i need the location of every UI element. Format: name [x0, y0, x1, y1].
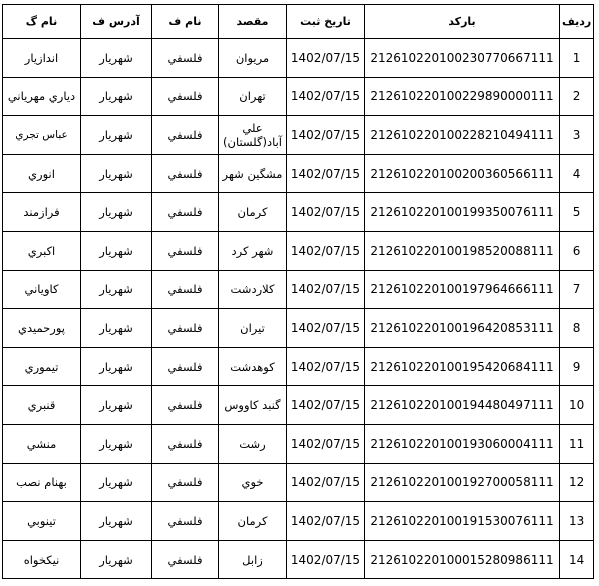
header-destination: مقصد [219, 5, 287, 39]
cell-sender-name: فلسفي [152, 347, 219, 386]
cell-sender-address: شهريار [81, 231, 152, 270]
cell-sender-name: فلسفي [152, 39, 219, 78]
table-row [3, 39, 594, 78]
header-sender-name: نام ف [152, 5, 219, 39]
table-row [3, 347, 594, 386]
cell-barcode: 212610220100196420853111 [365, 309, 560, 348]
cell-destination: رشت [219, 424, 287, 463]
cell-receiver-name: تينوبي [3, 502, 81, 541]
cell-sender-name: فلسفي [152, 540, 219, 579]
table-row [3, 463, 594, 502]
cell-barcode: 212610220100229890000111 [365, 77, 560, 116]
header-sender-address: آدرس ف [81, 5, 152, 39]
cell-registration-date: 1402/07/15 [287, 116, 365, 155]
cell-sender-address: شهريار [81, 77, 152, 116]
cell-sender-name: فلسفي [152, 193, 219, 232]
cell-receiver-name: دياري مهرياني [3, 77, 81, 116]
cell-sender-name: فلسفي [152, 386, 219, 425]
cell-destination: كرمان [219, 502, 287, 541]
cell-registration-date: 1402/07/15 [287, 193, 365, 232]
cell-destination: مریوان [219, 39, 287, 78]
table-row [3, 424, 594, 463]
cell-destination: كرمان [219, 193, 287, 232]
cell-barcode: 212610220100195420684111 [365, 347, 560, 386]
shipments-table [2, 4, 594, 579]
cell-destination: علي آباد(گلستان) [219, 116, 287, 155]
cell-barcode: 212610220100199350076111 [365, 193, 560, 232]
cell-row-number: 3 [560, 116, 594, 155]
cell-row-number: 8 [560, 309, 594, 348]
cell-row-number: 4 [560, 154, 594, 193]
header-receiver-name: نام گ [3, 5, 81, 39]
cell-registration-date: 1402/07/15 [287, 463, 365, 502]
cell-receiver-name: اندازيار [3, 39, 81, 78]
table-row [3, 154, 594, 193]
cell-receiver-name: نيكخواه [3, 540, 81, 579]
cell-registration-date: 1402/07/15 [287, 540, 365, 579]
cell-receiver-name: اكبري [3, 231, 81, 270]
table-row [3, 386, 594, 425]
cell-sender-address: شهريار [81, 270, 152, 309]
cell-registration-date: 1402/07/15 [287, 347, 365, 386]
cell-barcode: 212610220100230770667111 [365, 39, 560, 78]
cell-sender-name: فلسفي [152, 502, 219, 541]
cell-row-number: 13 [560, 502, 594, 541]
cell-barcode: 212610220100015280986111 [365, 540, 560, 579]
table-row [3, 309, 594, 348]
cell-receiver-name: عباس تجري [3, 116, 81, 155]
cell-sender-address: شهريار [81, 463, 152, 502]
header-registration-date: تاریخ ثبت [287, 5, 365, 39]
cell-barcode: 212610220100192700058111 [365, 463, 560, 502]
cell-destination: خوي [219, 463, 287, 502]
cell-registration-date: 1402/07/15 [287, 386, 365, 425]
cell-barcode: 212610220100198520088111 [365, 231, 560, 270]
cell-registration-date: 1402/07/15 [287, 502, 365, 541]
cell-destination: كوهدشت [219, 347, 287, 386]
cell-row-number: 5 [560, 193, 594, 232]
cell-sender-name: فلسفي [152, 424, 219, 463]
cell-sender-name: فلسفي [152, 77, 219, 116]
cell-row-number: 11 [560, 424, 594, 463]
cell-registration-date: 1402/07/15 [287, 77, 365, 116]
header-row [3, 5, 594, 39]
cell-sender-address: شهريار [81, 154, 152, 193]
cell-barcode: 212610220100197964666111 [365, 270, 560, 309]
cell-destination: تيران [219, 309, 287, 348]
cell-sender-address: شهريار [81, 347, 152, 386]
cell-row-number: 12 [560, 463, 594, 502]
table-row [3, 193, 594, 232]
cell-sender-name: فلسفي [152, 154, 219, 193]
cell-receiver-name: كاوياني [3, 270, 81, 309]
cell-receiver-name: انوري [3, 154, 81, 193]
table-row [3, 540, 594, 579]
cell-sender-name: فلسفي [152, 309, 219, 348]
cell-row-number: 9 [560, 347, 594, 386]
cell-registration-date: 1402/07/15 [287, 154, 365, 193]
cell-destination: شهر كرد [219, 231, 287, 270]
cell-sender-name: فلسفي [152, 463, 219, 502]
cell-barcode: 212610220100194480497111 [365, 386, 560, 425]
cell-destination: تهران [219, 77, 287, 116]
cell-registration-date: 1402/07/15 [287, 424, 365, 463]
cell-destination: گنبد كاووس [219, 386, 287, 425]
cell-barcode: 212610220100191530076111 [365, 502, 560, 541]
table-body [3, 39, 594, 579]
cell-registration-date: 1402/07/15 [287, 270, 365, 309]
cell-registration-date: 1402/07/15 [287, 231, 365, 270]
cell-sender-address: شهريار [81, 386, 152, 425]
header-row-number: ردیف [560, 5, 594, 39]
cell-sender-address: شهريار [81, 424, 152, 463]
cell-barcode: 212610220100193060004111 [365, 424, 560, 463]
cell-sender-name: فلسفي [152, 231, 219, 270]
table-row [3, 502, 594, 541]
cell-destination: زابل [219, 540, 287, 579]
cell-receiver-name: پورحميدي [3, 309, 81, 348]
cell-row-number: 10 [560, 386, 594, 425]
cell-receiver-name: منشي [3, 424, 81, 463]
cell-receiver-name: فرازمند [3, 193, 81, 232]
table-row [3, 77, 594, 116]
cell-receiver-name: قنبري [3, 386, 81, 425]
cell-barcode: 212610220100228210494111 [365, 116, 560, 155]
cell-row-number: 6 [560, 231, 594, 270]
cell-registration-date: 1402/07/15 [287, 39, 365, 78]
cell-sender-address: شهريار [81, 116, 152, 155]
cell-barcode: 212610220100200360566111 [365, 154, 560, 193]
table-row [3, 231, 594, 270]
cell-sender-name: فلسفي [152, 270, 219, 309]
cell-row-number: 7 [560, 270, 594, 309]
cell-receiver-name: بهنام نصب [3, 463, 81, 502]
cell-sender-address: شهريار [81, 540, 152, 579]
table-row [3, 270, 594, 309]
cell-destination: كلاردشت [219, 270, 287, 309]
cell-sender-address: شهريار [81, 502, 152, 541]
header-barcode: بارکد [365, 5, 560, 39]
cell-sender-address: شهريار [81, 309, 152, 348]
cell-destination: مشگين شهر [219, 154, 287, 193]
cell-row-number: 2 [560, 77, 594, 116]
table-row [3, 116, 594, 155]
cell-row-number: 1 [560, 39, 594, 78]
cell-receiver-name: تيموري [3, 347, 81, 386]
cell-registration-date: 1402/07/15 [287, 309, 365, 348]
cell-sender-address: شهريار [81, 39, 152, 78]
cell-sender-name: فلسفي [152, 116, 219, 155]
cell-sender-address: شهريار [81, 193, 152, 232]
cell-row-number: 14 [560, 540, 594, 579]
